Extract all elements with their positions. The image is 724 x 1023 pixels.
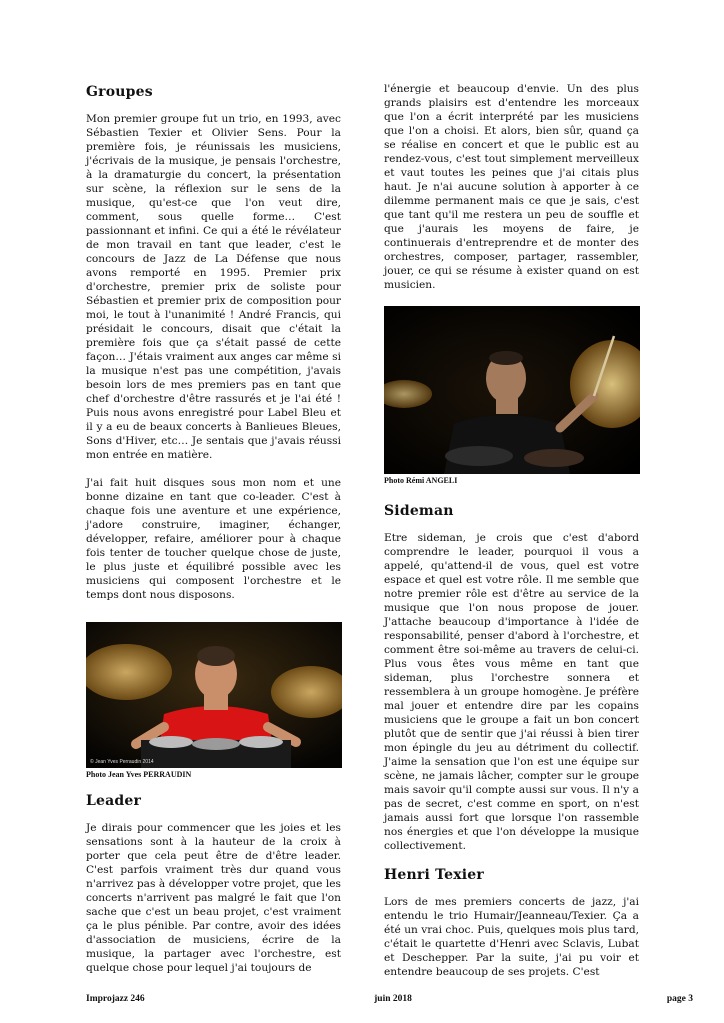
leader-paragraph-1: Je dirais pour commencer que les joies et les sensations sont à la hauteur de la croix à porter que cela peut être de d'être leader. C'est parfois vraiment très dur quand vous n'arrivez pas à développer votre projet, que les concerts n'arrivent pas malgré le fait que l'on sache que c'est un beau projet, c'est vraiment ça le plus pénible. Par contre, avoir des idées d'association de musiciens, écrire de la musique, la partager avec l'orchestre, est quelque chose pour lequel j'ai toujours de [86, 822, 341, 974]
right-column [384, 84, 639, 993]
footer-date: juin 2018 [374, 994, 412, 1004]
drummer-photo-red-shirt [86, 622, 342, 768]
leader-paragraph-1-continued: l'énergie et beaucoup d'envie. Un des plus grands plaisirs est d'entendre les morceaux que l'on a écrit interprété par les musiciens que l'on a choisi. Et alors, bien sûr, quand ça se réalise en concert et que le public est au rendez-vous, c'est tout simplement merveilleux et vaut toutes les peines que j'ai citais plus haut. Je n'ai aucune solution à apporter à ce dilemme permanent mais ce que je sais, c'est que tant qu'il me restera un peu de souffle et que j'aurais les moyens de faire, je continuerais d'entreprendre et de monter des orchestres, composer, partager, rassembler, jouer, ce qui se résume à exister quand on est musicien. [384, 83, 639, 291]
groupes-paragraph-1: Mon premier groupe fut un trio, en 1993, avec Sébastien Texier et Olivier Sens. Pour la première fois, je réunissais les musiciens, j'écrivais de la musique, je pensais l'orchestre, à la dramaturgie du concert, la présentation sur scène, la réflexion sur le sens de la musique, qu'est-ce que l'on veut dire, comment, sous quelle forme… C'est passionnant et infini. Ce qui a été le révélateur de mon travail en tant que leader, c'est le concours de Jazz de La Défense que nous avons remporté en 1995. Premier prix d'orchestre, premier prix de soliste pour Sébastien et premier prix de composition pour moi, le tout à l'unanimité ! André Francis, qui présidait le concours, disait que c'était la première fois que ça s'était passé de cette façon… J'étais vraiment aux anges car même si la musique n'est pas une compétition, j'avais besoin lors de mes premiers pas en tant que chef d'orchestre d'être rassurés et je l'ai été ! Puis nous avons enregistré pour Label Bleu et il y a eu de beaux concerts à Banlieues Bleues, Sons d'Hiver, etc… Je sentais que j'avais réussi mon entrée en matière. [86, 113, 341, 461]
section-title-leader: Leader [86, 793, 142, 809]
drummer-dark-illustration [384, 306, 640, 474]
section-title-henri-texier: Henri Texier [384, 867, 484, 883]
drummer-photo-dark [384, 306, 640, 474]
footer-page-number: page 3 [666, 994, 693, 1004]
photo-caption-2: Photo Rémi ANGELI [384, 476, 458, 485]
sideman-paragraph-1: Etre sideman, je crois que c'est d'abord comprendre le leader, pourquoi il vous a appelé, qu'attend-il de vous, quel est votre espace et quel est votre rôle. Il me semble que notre premier rôle est d'être au service de la musique que l'on nous propose de jouer. J'attache beaucoup d'importance à l'idée de responsabilité, penser d'abord à l'orchestre, et comment être soi-même au travers de celui-ci. Plus vous êtes vous même en tant que sideman, plus l'orchestre sonnera et ressemblera à un groupe homogène. Je préfère mal jouer et entendre dire par les copains musiciens que le groupe a fait un bon concert plutôt que de sentir que j'ai réussi à bien tirer mon épingle du jeu au détriment du collectif. J'aime la sensation que l'on est une équipe sur scène, ne jamais lâcher, compter sur le groupe mais savoir qu'il compte aussi sur vous. Il n'y a pas de secret, c'est comme en sport, on n'est jamais aussi fort que lorsque l'on rassemble nos énergies et que l'on développe la musique collectivement. [384, 532, 639, 852]
left-column [86, 84, 341, 989]
section-title-groupes: Groupes [86, 84, 153, 100]
photo-caption-1: Photo Jean Yves PERRAUDIN [86, 770, 192, 779]
drummer-red-shirt-illustration [86, 622, 342, 768]
groupes-paragraph-2: J'ai fait huit disques sous mon nom et une bonne dizaine en tant que co-leader. C'est à chaque fois une aventure et une expérience, j'adore construire, imaginer, échanger, développer, refaire, améliorer pour à chaque fois tenter de toucher quelque chose de juste, le plus juste et équilibré possible avec les musiciens qui composent l'orchestre et le temps dont nous disposons. [86, 477, 341, 601]
footer-magazine: Improjazz 246 [86, 994, 145, 1004]
henri-paragraph-1: Lors de mes premiers concerts de jazz, j'ai entendu le trio Humair/Jeanneau/Texier. Ça a été un vrai choc. Puis, quelques mois plus tard, c'était le quartette d'Henri avec Sclavis, Lubat et Deschepper. Par la suite, j'ai pu voir et entendre beaucoup de ses projets. C'est [384, 896, 639, 978]
photo-watermark: © Jean Yves Perraudin 2014 [90, 759, 154, 765]
section-title-sideman: Sideman [384, 503, 454, 519]
